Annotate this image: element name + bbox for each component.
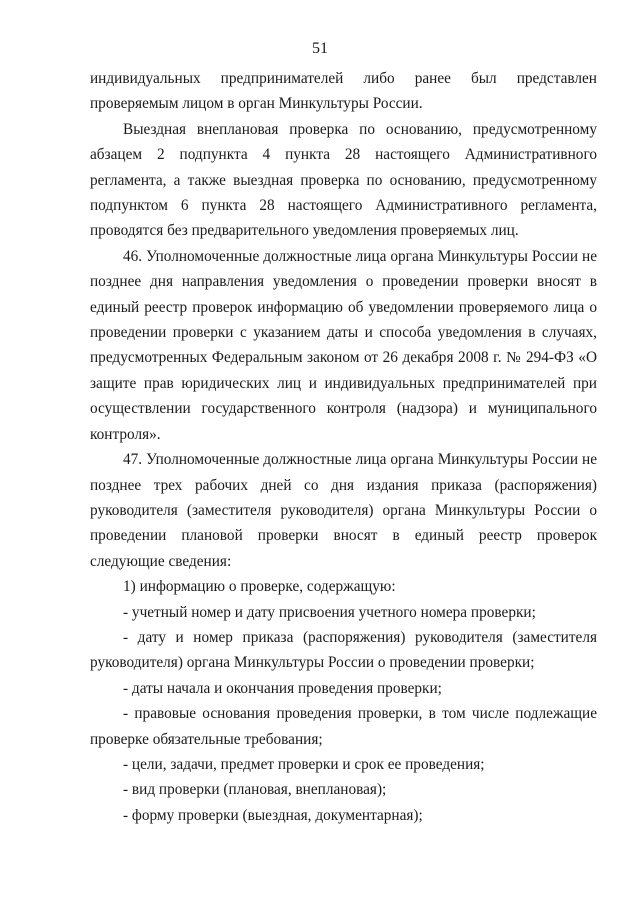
paragraph-unannounced-inspection: Выездная внеплановая проверка по основанию, предусмотренному абзацем 2 подпункта 4 пункта 28 настоящего Административного регламента, а также выездная проверка по основанию, предусмотренному подпунктом 6 пункта 28 настоящего Административного регламента, проводятся без предварительного уведомления проверяемых лиц. [90, 120, 597, 240]
list-item-registration-number: - учетный номер и дату присвоения учетного номера проверки; [123, 603, 536, 621]
list-item-legal-grounds: - правовые основания проведения проверки, в том числе подлежащие проверке обязательные требования; [90, 705, 597, 748]
document-body [90, 66, 597, 828]
paragraph-46: 46. Уполномоченные должностные лица органа Минкультуры России не позднее дня направления уведомления о проведении проверки вносят в единый реестр проверок информацию об уведомлении проверяемого лица о проведении проверки с указанием даты и способа уведомления в случаях, предусмотренных Федеральным законом от 26 декабря 2008 г. № 294-ФЗ «О защите прав юридических лиц и индивидуальных предпринимателей при осуществлении государственного контроля (надзора) и муниципального контроля». [90, 247, 597, 443]
list-item-inspection-form: - форму проверки (выездная, документарная); [123, 806, 423, 824]
list-item-start-end-dates: - даты начала и окончания проведения проверки; [123, 679, 442, 697]
list-item-order-date-number: - дату и номер приказа (распоряжения) руководителя (заместителя руководителя) органа Минкультуры России о проведении проверки; [90, 628, 597, 672]
list-item-goals-tasks: - цели, задачи, предмет проверки и срок ее проведения; [123, 755, 485, 773]
list-item-inspection-type: - вид проверки (плановая, внеплановая); [123, 781, 387, 799]
paragraph-47: 47. Уполномоченные должностные лица органа Минкультуры России не позднее трех рабочих дней со дня издания приказа (распоряжения) руководителя (заместителя руководителя) органа Минкультуры России о проведении плановой проверки вносят в единый реестр проверок следующие сведения: [90, 451, 597, 570]
page-number: 51 [312, 40, 328, 57]
list-item-inspection-info: 1) информацию о проверке, содержащую: [123, 578, 396, 596]
paragraph-continuation: индивидуальных предпринимателей либо ранее был представлен проверяемым лицом в орган Минкультуры России. [90, 70, 597, 113]
